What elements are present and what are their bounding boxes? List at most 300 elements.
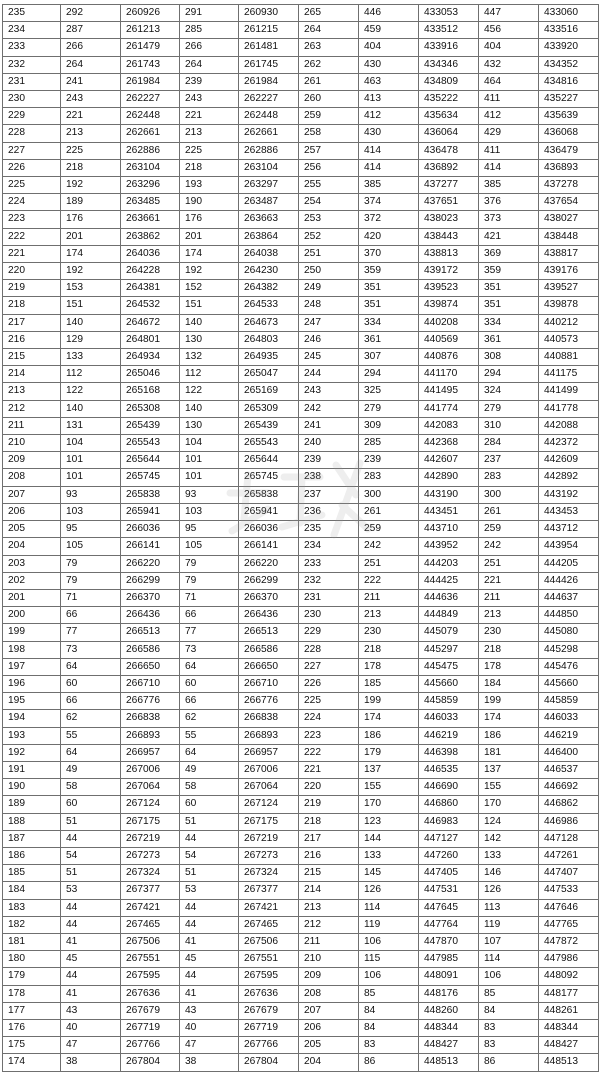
table-cell: 264533	[239, 297, 299, 314]
table-cell: 369	[479, 245, 539, 262]
table-row	[3, 589, 599, 606]
table-cell: 181	[479, 744, 539, 761]
table-cell: 105	[180, 538, 239, 555]
table-cell: 267377	[239, 882, 299, 899]
table-cell: 446983	[419, 813, 479, 830]
table-cell: 114	[359, 899, 419, 916]
table-cell: 267421	[121, 899, 180, 916]
table-cell: 267219	[121, 830, 180, 847]
table-cell: 267377	[121, 882, 180, 899]
table-cell: 266893	[121, 727, 180, 744]
table-cell: 265644	[239, 452, 299, 469]
table-cell: 267636	[239, 985, 299, 1002]
table-cell: 266299	[121, 572, 180, 589]
table-cell: 264	[180, 56, 239, 73]
table-cell: 264673	[239, 314, 299, 331]
table-cell: 445859	[419, 693, 479, 710]
table-cell: 447986	[539, 951, 599, 968]
table-cell: 439172	[419, 263, 479, 280]
table-cell: 265439	[239, 417, 299, 434]
table-cell: 262227	[239, 91, 299, 108]
table-cell: 446400	[539, 744, 599, 761]
table-cell: 414	[359, 142, 419, 159]
table-cell: 124	[479, 813, 539, 830]
table-cell: 446986	[539, 813, 599, 830]
table-cell: 264	[61, 56, 121, 73]
table-cell: 251	[479, 555, 539, 572]
table-cell: 66	[180, 693, 239, 710]
table-cell: 79	[61, 555, 121, 572]
table-cell: 44	[180, 916, 239, 933]
table-cell: 267766	[121, 1037, 180, 1054]
table-cell: 261	[479, 503, 539, 520]
table-cell: 207	[299, 1002, 359, 1019]
table-cell: 51	[180, 865, 239, 882]
table-row	[3, 761, 599, 778]
table-cell: 223	[299, 727, 359, 744]
table-cell: 201	[3, 589, 61, 606]
table-cell: 241	[61, 73, 121, 90]
table-cell: 176	[180, 211, 239, 228]
table-cell: 265	[299, 5, 359, 22]
table-cell: 203	[3, 555, 61, 572]
table-cell: 215	[3, 349, 61, 366]
table-cell: 261984	[121, 73, 180, 90]
table-cell: 214	[3, 366, 61, 383]
table-row	[3, 73, 599, 90]
table-cell: 445476	[539, 658, 599, 675]
table-cell: 221	[61, 108, 121, 125]
table-cell: 183	[3, 899, 61, 916]
table-cell: 447872	[539, 933, 599, 950]
table-cell: 202	[3, 572, 61, 589]
table-cell: 151	[180, 297, 239, 314]
table-cell: 245	[299, 349, 359, 366]
table-row	[3, 366, 599, 383]
table-cell: 446398	[419, 744, 479, 761]
table-cell: 44	[61, 968, 121, 985]
table-cell: 359	[359, 263, 419, 280]
table-cell: 40	[61, 1019, 121, 1036]
table-cell: 264801	[121, 331, 180, 348]
table-cell: 433516	[539, 22, 599, 39]
table-cell: 225	[180, 142, 239, 159]
table-cell: 60	[180, 796, 239, 813]
table-cell: 218	[3, 297, 61, 314]
table-cell: 443190	[419, 486, 479, 503]
table-cell: 443712	[539, 521, 599, 538]
table-row	[3, 865, 599, 882]
table-cell: 263104	[239, 159, 299, 176]
table-cell: 170	[479, 796, 539, 813]
table-cell: 361	[479, 331, 539, 348]
table-cell: 435639	[539, 108, 599, 125]
table-cell: 44	[180, 968, 239, 985]
table-cell: 224	[3, 194, 61, 211]
table-cell: 441170	[419, 366, 479, 383]
table-cell: 206	[3, 503, 61, 520]
table-row	[3, 349, 599, 366]
table-cell: 287	[61, 22, 121, 39]
table-cell: 198	[3, 641, 61, 658]
table-cell: 445859	[539, 693, 599, 710]
table-cell: 447985	[419, 951, 479, 968]
table-cell: 64	[61, 658, 121, 675]
table-cell: 152	[180, 280, 239, 297]
table-cell: 54	[180, 847, 239, 864]
table-cell: 175	[3, 1037, 61, 1054]
table-cell: 123	[359, 813, 419, 830]
table-cell: 265309	[239, 400, 299, 417]
table-cell: 133	[359, 847, 419, 864]
table-cell: 137	[359, 761, 419, 778]
table-cell: 247	[299, 314, 359, 331]
table-cell: 217	[3, 314, 61, 331]
table-cell: 434352	[539, 56, 599, 73]
table-cell: 263296	[121, 177, 180, 194]
table-cell: 122	[180, 383, 239, 400]
table-cell: 38	[61, 1054, 121, 1071]
table-cell: 208	[3, 469, 61, 486]
table-cell: 265941	[239, 503, 299, 520]
table-cell: 228	[3, 125, 61, 142]
table-cell: 325	[359, 383, 419, 400]
table-cell: 186	[479, 727, 539, 744]
table-cell: 58	[180, 779, 239, 796]
table-cell: 441499	[539, 383, 599, 400]
table-cell: 115	[359, 951, 419, 968]
table-cell: 447765	[539, 916, 599, 933]
table-cell: 230	[359, 624, 419, 641]
table-cell: 434816	[539, 73, 599, 90]
table-row	[3, 847, 599, 864]
table-cell: 103	[61, 503, 121, 520]
table-cell: 106	[359, 968, 419, 985]
table-cell: 178	[479, 658, 539, 675]
table-cell: 234	[3, 22, 61, 39]
table-row	[3, 314, 599, 331]
table-cell: 447405	[419, 865, 479, 882]
table-cell: 44	[61, 830, 121, 847]
table-cell: 194	[3, 710, 61, 727]
table-cell: 58	[61, 779, 121, 796]
table-cell: 250	[299, 263, 359, 280]
table-cell: 442088	[539, 417, 599, 434]
table-row	[3, 933, 599, 950]
table-cell: 260930	[239, 5, 299, 22]
table-row	[3, 813, 599, 830]
table-cell: 420	[359, 228, 419, 245]
table-cell: 112	[61, 366, 121, 383]
table-row	[3, 194, 599, 211]
table-cell: 265308	[121, 400, 180, 417]
table-cell: 442892	[539, 469, 599, 486]
table-cell: 215	[299, 865, 359, 882]
table-cell: 229	[299, 624, 359, 641]
table-cell: 435222	[419, 91, 479, 108]
table-cell: 225	[299, 693, 359, 710]
table-cell: 262448	[121, 108, 180, 125]
table-cell: 263485	[121, 194, 180, 211]
table-cell: 185	[359, 675, 419, 692]
table-cell: 85	[359, 985, 419, 1002]
table-cell: 441175	[539, 366, 599, 383]
table-cell: 263487	[239, 194, 299, 211]
table-cell: 211	[3, 417, 61, 434]
table-cell: 266370	[121, 589, 180, 606]
table-cell: 436478	[419, 142, 479, 159]
table-cell: 259	[359, 521, 419, 538]
table-cell: 448092	[539, 968, 599, 985]
table-cell: 242	[299, 400, 359, 417]
table-cell: 334	[479, 314, 539, 331]
table-row	[3, 830, 599, 847]
table-cell: 133	[61, 349, 121, 366]
table-cell: 444426	[539, 572, 599, 589]
table-cell: 433512	[419, 22, 479, 39]
table-cell: 351	[359, 297, 419, 314]
table-cell: 119	[359, 916, 419, 933]
table-cell: 230	[299, 607, 359, 624]
table-row	[3, 658, 599, 675]
table-cell: 130	[180, 331, 239, 348]
table-cell: 86	[479, 1054, 539, 1071]
table-cell: 220	[3, 263, 61, 280]
table-row	[3, 1037, 599, 1054]
table-cell: 404	[479, 39, 539, 56]
table-cell: 267551	[121, 951, 180, 968]
table-cell: 230	[479, 624, 539, 641]
table-cell: 201	[180, 228, 239, 245]
table-cell: 266141	[239, 538, 299, 555]
table-cell: 103	[180, 503, 239, 520]
table-cell: 442368	[419, 435, 479, 452]
table-row	[3, 280, 599, 297]
table-row	[3, 503, 599, 520]
table-cell: 258	[299, 125, 359, 142]
table-cell: 421	[479, 228, 539, 245]
table-cell: 376	[479, 194, 539, 211]
table-cell: 439527	[539, 280, 599, 297]
table-cell: 262	[299, 56, 359, 73]
table-cell: 180	[3, 951, 61, 968]
table-row	[3, 159, 599, 176]
table-row	[3, 177, 599, 194]
table-cell: 231	[3, 73, 61, 90]
table-cell: 267465	[121, 916, 180, 933]
table-cell: 412	[359, 108, 419, 125]
table-cell: 444850	[539, 607, 599, 624]
table-cell: 213	[61, 125, 121, 142]
table-row	[3, 452, 599, 469]
table-cell: 243	[61, 91, 121, 108]
table-cell: 448091	[419, 968, 479, 985]
table-cell: 122	[61, 383, 121, 400]
table-cell: 279	[479, 400, 539, 417]
table-cell: 126	[479, 882, 539, 899]
table-cell: 444637	[539, 589, 599, 606]
table-cell: 192	[61, 177, 121, 194]
table-cell: 259	[479, 521, 539, 538]
table-cell: 219	[3, 280, 61, 297]
table-cell: 204	[3, 538, 61, 555]
table-cell: 309	[359, 417, 419, 434]
table-cell: 436892	[419, 159, 479, 176]
table-cell: 71	[61, 589, 121, 606]
table-cell: 440881	[539, 349, 599, 366]
table-cell: 266513	[239, 624, 299, 641]
table-cell: 442609	[539, 452, 599, 469]
table-cell: 93	[180, 486, 239, 503]
table-cell: 446535	[419, 761, 479, 778]
table-cell: 372	[359, 211, 419, 228]
table-cell: 263864	[239, 228, 299, 245]
table-cell: 438813	[419, 245, 479, 262]
table-cell: 444203	[419, 555, 479, 572]
table-cell: 218	[359, 641, 419, 658]
table-cell: 433916	[419, 39, 479, 56]
table-cell: 443954	[539, 538, 599, 555]
table-cell: 446219	[539, 727, 599, 744]
table-cell: 429	[479, 125, 539, 142]
table-cell: 267551	[239, 951, 299, 968]
table-cell: 267506	[239, 933, 299, 950]
table-row	[3, 916, 599, 933]
table-cell: 104	[61, 435, 121, 452]
table-cell: 284	[479, 435, 539, 452]
table-cell: 140	[180, 400, 239, 417]
table-cell: 443952	[419, 538, 479, 555]
table-cell: 446033	[539, 710, 599, 727]
table-cell: 266838	[239, 710, 299, 727]
table-cell: 324	[479, 383, 539, 400]
table-cell: 253	[299, 211, 359, 228]
table-cell: 101	[180, 469, 239, 486]
table-cell: 221	[3, 245, 61, 262]
table-cell: 464	[479, 73, 539, 90]
table-cell: 265644	[121, 452, 180, 469]
table-cell: 53	[180, 882, 239, 899]
table-cell: 373	[479, 211, 539, 228]
table-row	[3, 555, 599, 572]
table-cell: 264	[299, 22, 359, 39]
table-cell: 238	[299, 469, 359, 486]
table-cell: 101	[61, 469, 121, 486]
table-row	[3, 400, 599, 417]
table-cell: 285	[180, 22, 239, 39]
table-cell: 261213	[121, 22, 180, 39]
table-cell: 446690	[419, 779, 479, 796]
table-cell: 447127	[419, 830, 479, 847]
table-cell: 448261	[539, 1002, 599, 1019]
table-cell: 443453	[539, 503, 599, 520]
table-cell: 211	[479, 589, 539, 606]
table-cell: 106	[359, 933, 419, 950]
table-cell: 447	[479, 5, 539, 22]
table-cell: 174	[3, 1054, 61, 1071]
table-cell: 264036	[121, 245, 180, 262]
table-cell: 283	[479, 469, 539, 486]
table-cell: 437654	[539, 194, 599, 211]
table-cell: 334	[359, 314, 419, 331]
table-cell: 443451	[419, 503, 479, 520]
table-cell: 197	[3, 658, 61, 675]
table-cell: 184	[479, 675, 539, 692]
table-cell: 264672	[121, 314, 180, 331]
table-cell: 49	[180, 761, 239, 778]
table-row	[3, 331, 599, 348]
table-cell: 199	[359, 693, 419, 710]
table-cell: 64	[180, 744, 239, 761]
table-cell: 262886	[239, 142, 299, 159]
table-cell: 140	[61, 400, 121, 417]
table-cell: 448177	[539, 985, 599, 1002]
table-cell: 262661	[121, 125, 180, 142]
table-cell: 260926	[121, 5, 180, 22]
table-row	[3, 22, 599, 39]
table-cell: 242	[359, 538, 419, 555]
table-cell: 133	[479, 847, 539, 864]
table-cell: 266	[180, 39, 239, 56]
table-cell: 225	[3, 177, 61, 194]
table-cell: 445660	[539, 675, 599, 692]
table-cell: 267595	[239, 968, 299, 985]
table-cell: 55	[180, 727, 239, 744]
table-cell: 193	[180, 177, 239, 194]
table-cell: 261984	[239, 73, 299, 90]
table-cell: 447646	[539, 899, 599, 916]
table-cell: 266776	[121, 693, 180, 710]
table-cell: 267766	[239, 1037, 299, 1054]
table-cell: 151	[61, 297, 121, 314]
table-cell: 191	[3, 761, 61, 778]
table-cell: 440212	[539, 314, 599, 331]
table-cell: 185	[3, 865, 61, 882]
table-cell: 200	[3, 607, 61, 624]
table-cell: 254	[299, 194, 359, 211]
table-cell: 179	[359, 744, 419, 761]
table-cell: 264934	[121, 349, 180, 366]
table-cell: 262448	[239, 108, 299, 125]
table-cell: 95	[180, 521, 239, 538]
table-cell: 233	[3, 39, 61, 56]
table-cell: 446692	[539, 779, 599, 796]
table-cell: 448260	[419, 1002, 479, 1019]
table-cell: 437278	[539, 177, 599, 194]
table-cell: 445660	[419, 675, 479, 692]
table-cell: 41	[61, 933, 121, 950]
table-cell: 84	[359, 1019, 419, 1036]
table-cell: 210	[299, 951, 359, 968]
table-cell: 414	[479, 159, 539, 176]
table-cell: 119	[479, 916, 539, 933]
table-cell: 176	[61, 211, 121, 228]
table-cell: 267719	[239, 1019, 299, 1036]
table-cell: 222	[299, 744, 359, 761]
table-row	[3, 1002, 599, 1019]
table-cell: 267175	[239, 813, 299, 830]
table-cell: 218	[180, 159, 239, 176]
table-cell: 216	[3, 331, 61, 348]
table-cell: 404	[359, 39, 419, 56]
table-cell: 226	[3, 159, 61, 176]
table-cell: 218	[479, 641, 539, 658]
table-cell: 264230	[239, 263, 299, 280]
table-row	[3, 572, 599, 589]
table-cell: 265168	[121, 383, 180, 400]
table-cell: 385	[359, 177, 419, 194]
table-cell: 261481	[239, 39, 299, 56]
